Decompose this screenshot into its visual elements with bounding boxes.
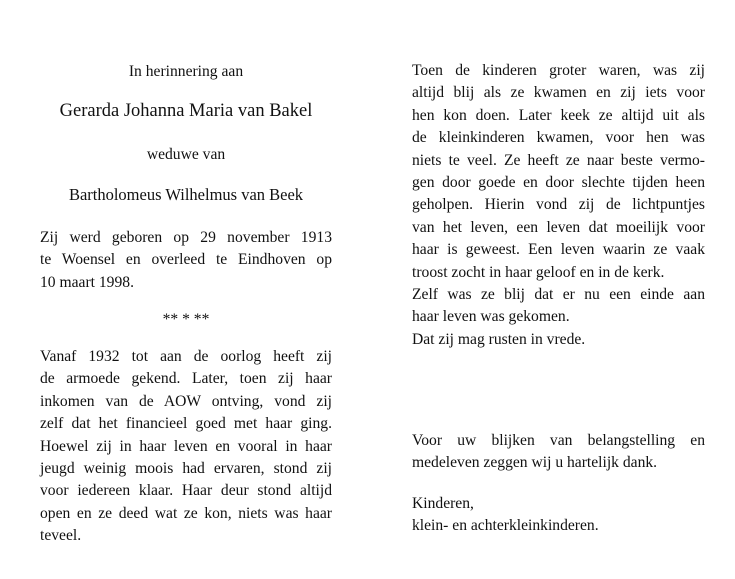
signature-block <box>412 493 705 538</box>
text-line: Voor uw blijken van belangstelling en <box>412 432 705 449</box>
text-line: Zelf was ze blij dat er nu een einde aan <box>412 286 705 304</box>
intro-text: In herinnering aan <box>128 63 244 80</box>
text-line: geholpen. Hierin vond zij de lichtpuntjes <box>412 196 705 214</box>
text-line: jeugd weinig moois had ervaren, stond zij <box>40 460 332 478</box>
later-life-paragraph <box>412 60 705 351</box>
text-line: voor iedereen klaar. Haar deur stond altijd <box>40 482 332 500</box>
text-line: de armoede gekend. Later, toen zij haar <box>40 370 332 388</box>
text-line: open en ze deed wat ze kon, niets was haar <box>40 504 332 522</box>
birth-death-paragraph <box>40 227 332 294</box>
text-line: zelf dat het financieel goed met haar ging. <box>40 415 332 433</box>
signature-line: klein- en achterkleinkinderen. <box>412 517 599 535</box>
text-line: inkomen van de AOW ontving, vond zij <box>40 392 332 410</box>
text-line: Dat zij mag rusten in vrede. <box>412 330 586 348</box>
text-line: de kleinkinderen kwamen, voor hen was <box>412 129 705 147</box>
relation-text: weduwe van <box>146 146 226 163</box>
text-line: van het leven, een leven dat moeilijk voor <box>412 218 705 236</box>
separator-stars: ** * ** <box>162 311 210 328</box>
text-line: Hoewel zij in haar leven en vooral in haar <box>40 437 332 455</box>
deceased-name: Gerarda Johanna Maria van Bakel <box>59 101 313 121</box>
text-line: hen kon doen. Later keek ze altijd uit als <box>412 106 705 124</box>
thanks-paragraph <box>412 430 705 475</box>
text-line: gen door goede en door slechte tijden heen <box>412 174 705 192</box>
text-line: teveel. <box>40 527 82 545</box>
text-line: 10 maart 1998. <box>40 273 134 291</box>
spouse-name: Bartholomeus Wilhelmus van Beek <box>68 185 304 204</box>
text-line: Vanaf 1932 tot aan de oorlog heeft zij <box>40 348 332 365</box>
text-line: haar leven was gekomen. <box>412 308 570 326</box>
text-line: Toen de kinderen groter waren, was zij <box>412 62 705 79</box>
text-line: te Woensel en overleed te Eindhoven op <box>40 251 332 269</box>
signature-line: Kinderen, <box>412 495 474 512</box>
text-line: haar is geweest. Een leven waarin ze vaak <box>412 241 705 259</box>
text-line: troost zocht in haar geloof en in de kerk. <box>412 263 665 281</box>
text-line: medeleven zeggen wij u hartelijk dank. <box>412 454 658 472</box>
text-line: niets te veel. Ze heeft ze naar beste vermo- <box>412 151 705 169</box>
life-story-paragraph <box>40 346 332 548</box>
text-line: altijd blij als ze kwamen en zij iets voor <box>412 84 705 102</box>
text-line: Zij werd geboren op 29 november 1913 <box>40 229 332 246</box>
